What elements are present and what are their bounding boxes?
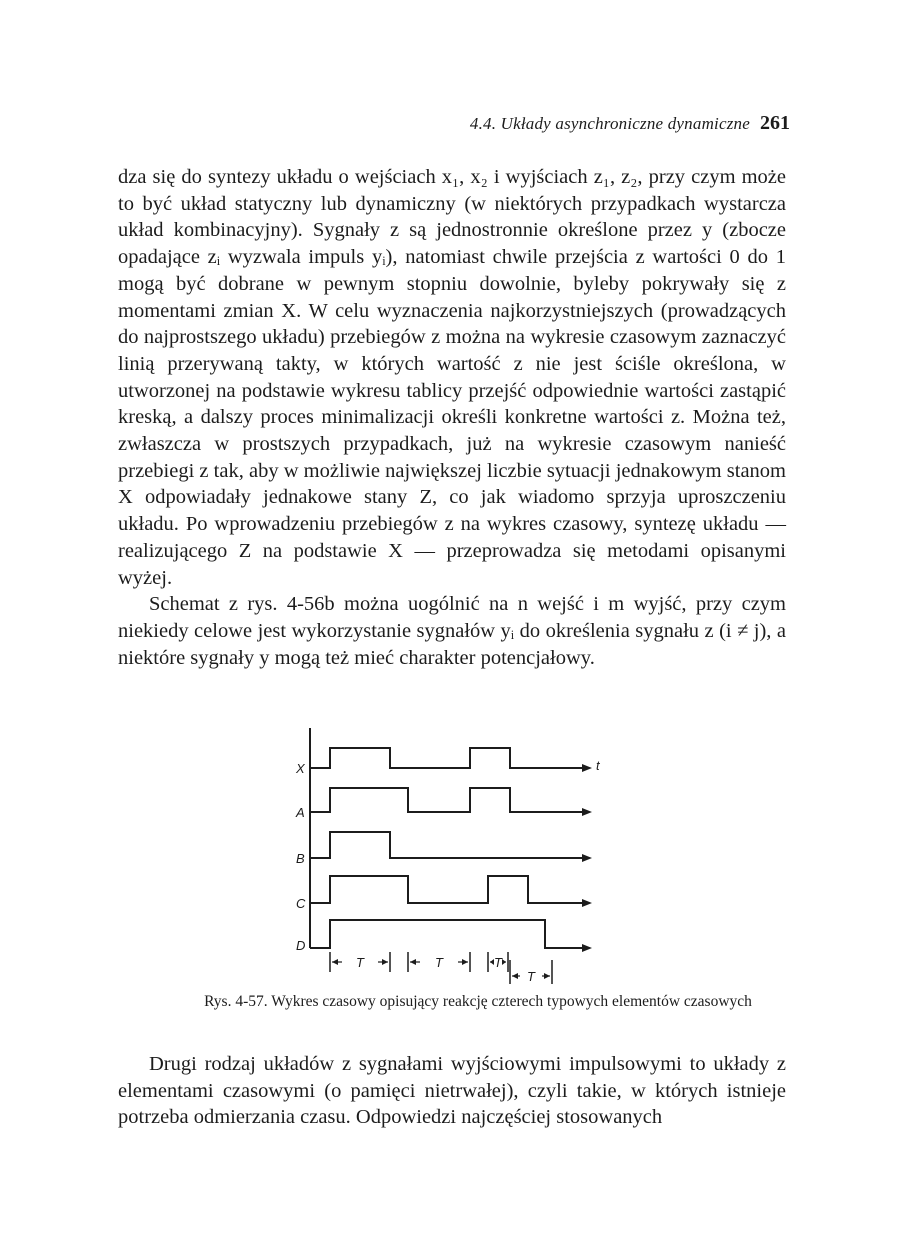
period-label-3: T [494,955,502,970]
period-label-2: T [435,955,443,970]
signal-label-c: C [296,896,306,911]
signal-label-a: A [296,805,305,820]
signal-label-d: D [296,938,306,953]
running-head [0,112,900,142]
period-label-1: T [356,955,364,970]
figure-caption-text: Wykres czasowy opisujący reakcję czterech typowych elementów czasowych [271,993,752,1010]
signal-label-x: X [296,761,305,776]
signal-b-waveform [310,832,585,858]
signal-c-waveform [310,876,585,903]
figure-caption [128,992,828,1011]
body-text-lower [118,1051,786,1131]
signal-x-waveform [310,748,585,768]
paragraph-1: dza się do syntezy układu o wejściach x₁, x₂ i wyjściach z₁, z₂, przy czym może to być układ statyczny lub dynamiczny (w niektórych przypadkach wystarcza układ kombinacyjny). Sygnały z są jednostronnie określone przez y (zbocze opadające zᵢ wyzwala impuls yᵢ), natomiast chwile przejścia z wartości 0 do 1 mogą być dobrane w pewnym stopniu dowolnie, byleby pokrywały się z momentami zmian X. W celu wyznaczenia najkorzystniejszych (prowadzących do najprostszego układu) przebiegów z można na wykresie czasowym zaznaczyć linią przerywaną takty, w których wartość z nie jest ściśle określona, w utworzonej na podstawie wykresu tablicy przejść odpowiednie wartości zastąpić kreską, a dalszy proces minimalizacji określi konkretne wartości z. Można też, zwłaszcza w prostszych przypadkach, już na wykresie czasowym nanieść przebiegi z tak, aby w możliwie największej liczbie sytuacji jednakowym stanom X odpowiadały jednakowe stany Z, co jak wiadomo sprzyja uproszczeniu układu. Po wprowadzeniu przebiegów z na wykres czasowy, syntezę układu — realizującego Z na podstawie X — przeprowadza się metodami opisanymi wyżej. [118,166,786,589]
signal-a-waveform [310,788,585,812]
timing-diagram [280,720,620,990]
running-title: 4.4. Układy asynchroniczne dynamiczne [469,114,750,133]
page-number: 261 [760,112,790,134]
timing-diagram-figure [280,720,620,990]
signal-label-b: B [296,851,305,866]
paragraph-2: Schemat z rys. 4-56b można uogólnić na n wejść i m wyjść, przy czym niekiedy celowe jest wykorzystanie sygnałów yᵢ do określenia sygnału z (i ≠ j), a niektóre sygnały y mogą też mieć charakter potencjałowy. [118,593,786,669]
body-text-upper [118,164,786,671]
time-label: t [596,758,600,773]
signal-d-waveform [310,920,585,948]
period-label-4: T [527,969,535,984]
figure-caption-label: Rys. 4-57. [204,993,268,1010]
paragraph-3: Drugi rodzaj układów z sygnałami wyjściowymi impulsowymi to układy z elementami czasowymi (o pamięci nietrwałej), czyli takie, w których istnieje potrzeba odmierzania czasu. Odpowiedzi najczęściej stosowanych [118,1053,786,1128]
